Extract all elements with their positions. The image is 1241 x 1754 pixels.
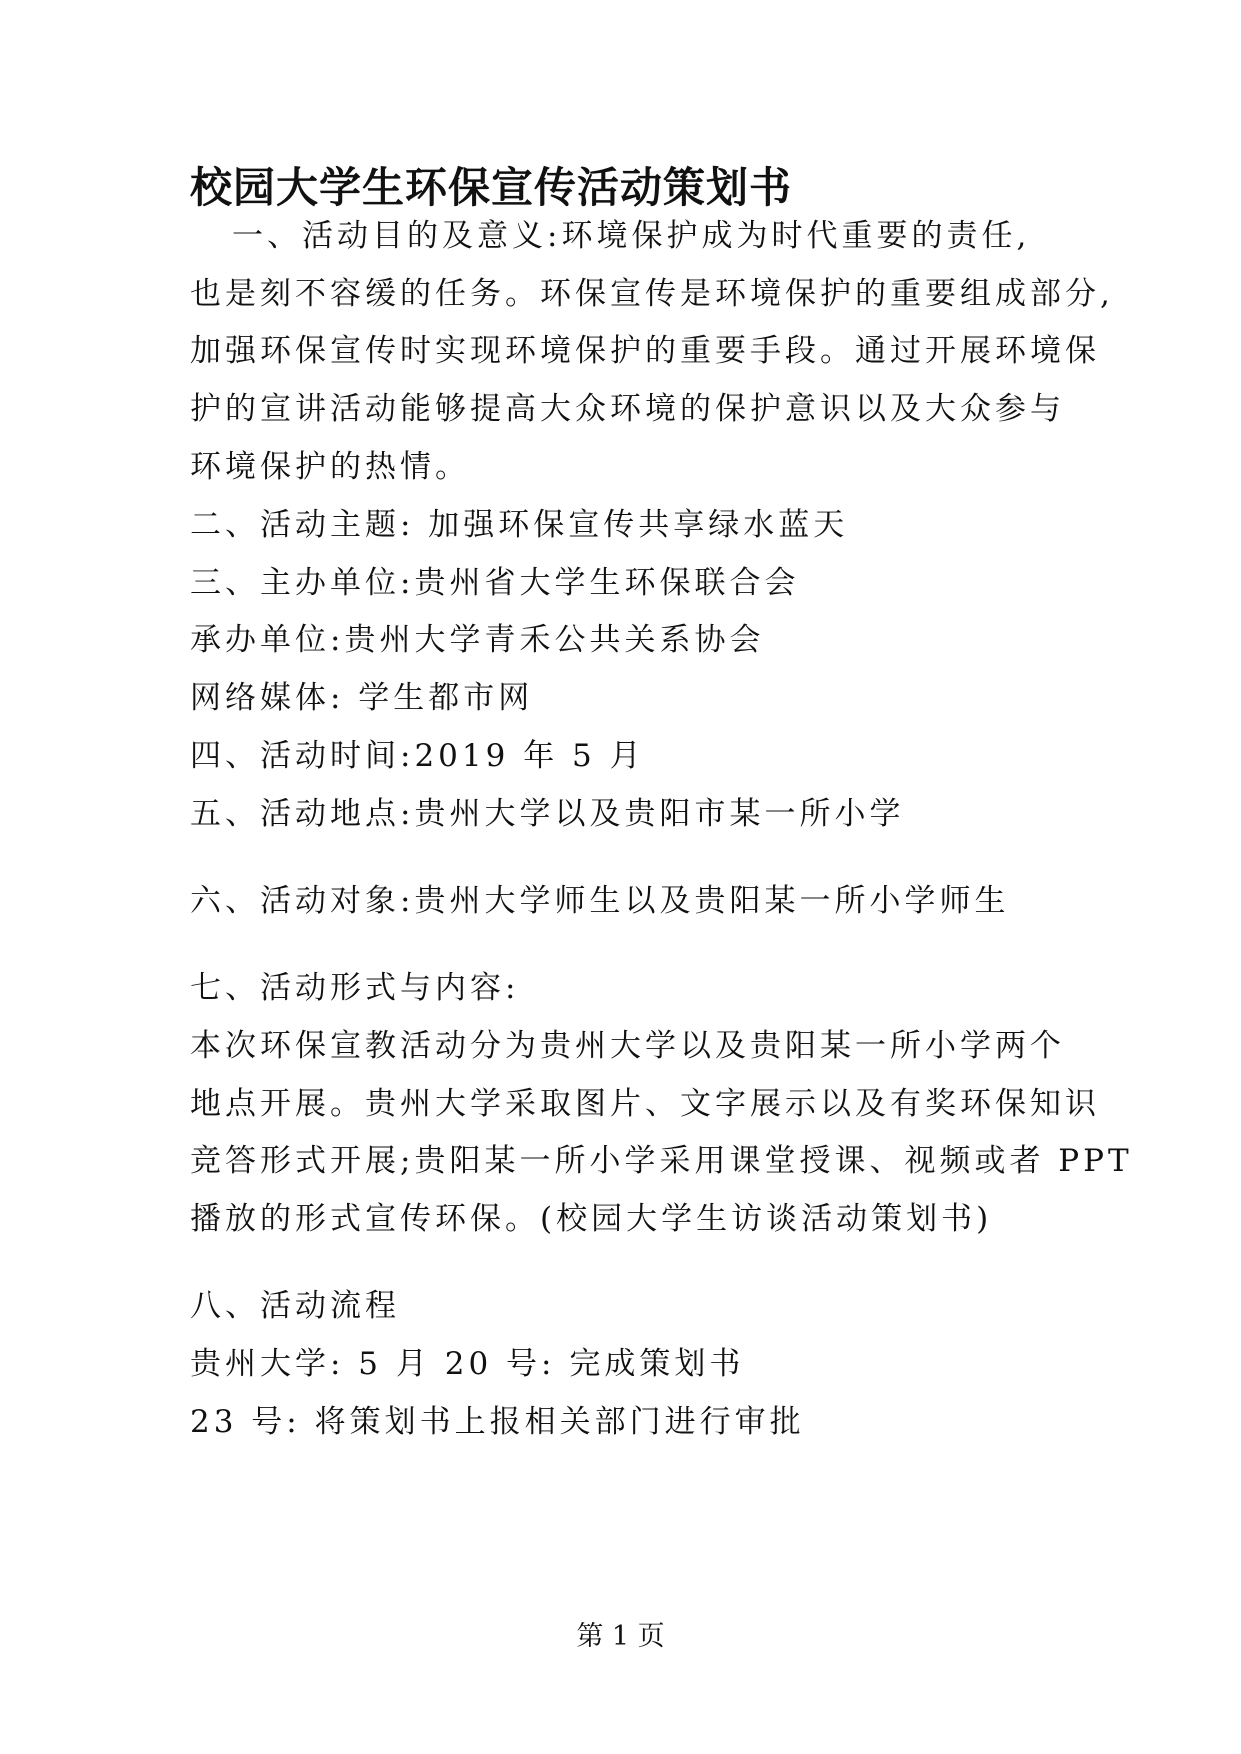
paragraph-line: 护的宣讲活动能够提高大众环境的保护意识以及大众参与: [190, 391, 1065, 427]
paragraph-line: 网络媒体: 学生都市网: [190, 680, 534, 716]
paragraph-line: 竞答形式开展;贵阳某一所小学采用课堂授课、视频或者 PPT: [190, 1143, 1133, 1179]
paragraph-line: 也是刻不容缓的任务。环保宣传是环境保护的重要组成部分,: [190, 276, 1114, 312]
paragraph-line: 本次环保宣教活动分为贵州大学以及贵阳某一所小学两个: [190, 1028, 1065, 1064]
paragraph-line: 地点开展。贵州大学采取图片、文字展示以及有奖环保知识: [190, 1086, 1100, 1122]
section-heading: 二、活动主题: 加强环保宣传共享绿水蓝天: [190, 507, 849, 543]
paragraph-line: 23 号: 将策划书上报相关部门进行审批: [190, 1404, 805, 1440]
paragraph-line: 承办单位:贵州大学青禾公共关系协会: [190, 622, 765, 658]
paragraph-line: 播放的形式宣传环保。(校园大学生访谈活动策划书): [190, 1201, 993, 1237]
section-heading: 八、活动流程: [190, 1288, 400, 1324]
paragraph-line: 环境保护的热情。: [190, 449, 470, 485]
section-heading: 三、主办单位:贵州省大学生环保联合会: [190, 565, 800, 601]
section-heading: 五、活动地点:贵州大学以及贵阳市某一所小学: [190, 796, 905, 832]
section-heading: 七、活动形式与内容:: [190, 970, 520, 1006]
document-title: 校园大学生环保宣传活动策划书: [190, 163, 793, 212]
page-number: 第 1 页: [576, 1621, 665, 1652]
section-heading: 四、活动时间:2019 年 5 月: [190, 738, 645, 774]
paragraph-line: 加强环保宣传时实现环境保护的重要手段。通过开展环境保: [190, 333, 1100, 369]
paragraph-line: 贵州大学: 5 月 20 号: 完成策划书: [190, 1346, 745, 1382]
paragraph-line: 一、活动目的及意义:环境保护成为时代重要的责任,: [232, 218, 1031, 254]
section-heading: 六、活动对象:贵州大学师生以及贵阳某一所小学师生: [190, 883, 1010, 919]
